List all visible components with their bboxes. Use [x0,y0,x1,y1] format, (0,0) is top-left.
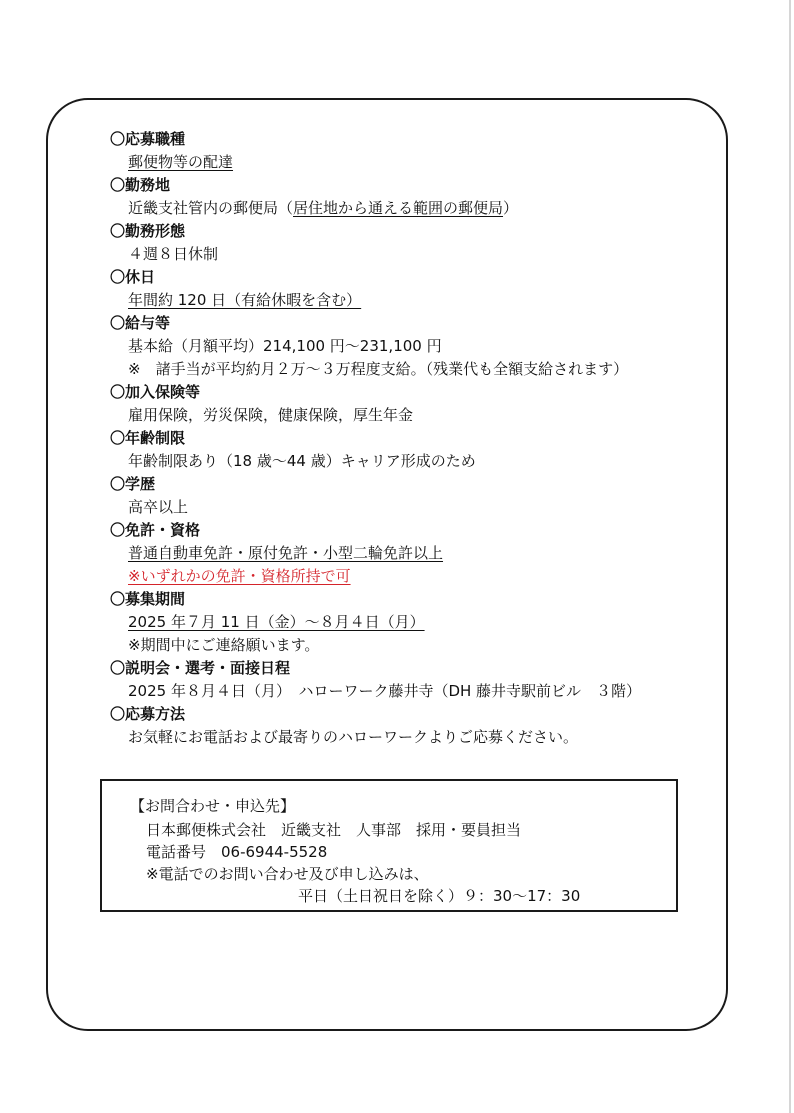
contact-box [100,779,678,912]
contact-note: ※電話でのお問い合わせ及び申し込みは、 [146,865,429,883]
age-limit-value: 年齢制限あり（18 歳～44 歳）キャリア形成のため [128,452,476,470]
location-underlined: 居住地から通える範囲の郵便局 [293,199,504,217]
location-value [128,197,518,219]
salary-value: 基本給（月額平均）214,100 円～231,100 円 [128,337,442,355]
insurance-value: 雇用保険，労災保険，健康保険，厚生年金 [128,406,414,424]
heading-schedule: 〇説明会・選考・面接日程 [110,659,291,677]
position-value: 郵便物等の配達 [128,153,234,171]
heading-education: 〇学歴 [110,475,156,493]
salary-note: ※ 諸手当が平均約月２万～３万程度支給。（残業代も全額支給されます） [128,360,629,378]
recruit-period-value: 2025 年７月 11 日（金）～８月４日（月） [128,613,425,631]
page-edge-line [789,0,791,1113]
heading-license: 〇免許・資格 [110,521,201,539]
work-style-value: ４週８日休制 [128,245,219,263]
contact-phone: 電話番号 06-6944-5528 [146,843,328,861]
location-prefix: 近畿支社管内の郵便局（ [128,199,294,217]
contact-hours: 平日（土日祝日を除く）９：30～17：30 [298,887,581,905]
license-note: ※いずれかの免許・資格所持で可 [128,567,351,585]
heading-age-limit: 〇年齢制限 [110,429,186,447]
apply-method-value: お気軽にお電話および最寄りのハローワークよりご応募ください。 [128,728,579,746]
heading-insurance: 〇加入保険等 [110,383,201,401]
heading-apply-method: 〇応募方法 [110,705,186,723]
recruit-period-note: ※期間中にご連絡願います。 [128,636,320,654]
location-suffix: ） [503,199,519,217]
license-value: 普通自動車免許・原付免許・小型二輪免許以上 [128,544,444,562]
heading-work-style: 〇勤務形態 [110,222,186,240]
contact-title: 【お問合わせ・申込先】 [130,797,296,815]
education-value: 高卒以上 [128,498,189,516]
holidays-value: 年間約 120 日（有給休暇を含む） [128,291,362,309]
heading-location: 〇勤務地 [110,176,171,194]
heading-holidays: 〇休日 [110,268,156,286]
heading-position: 〇応募職種 [110,130,186,148]
contact-org: 日本郵便株式会社 近畿支社 人事部 採用・要員担当 [146,821,522,839]
heading-salary: 〇給与等 [110,314,171,332]
heading-recruit-period: 〇募集期間 [110,590,186,608]
schedule-value: 2025 年８月４日（月） ハローワーク藤井寺（DH 藤井寺駅前ビル ３階） [128,682,642,700]
